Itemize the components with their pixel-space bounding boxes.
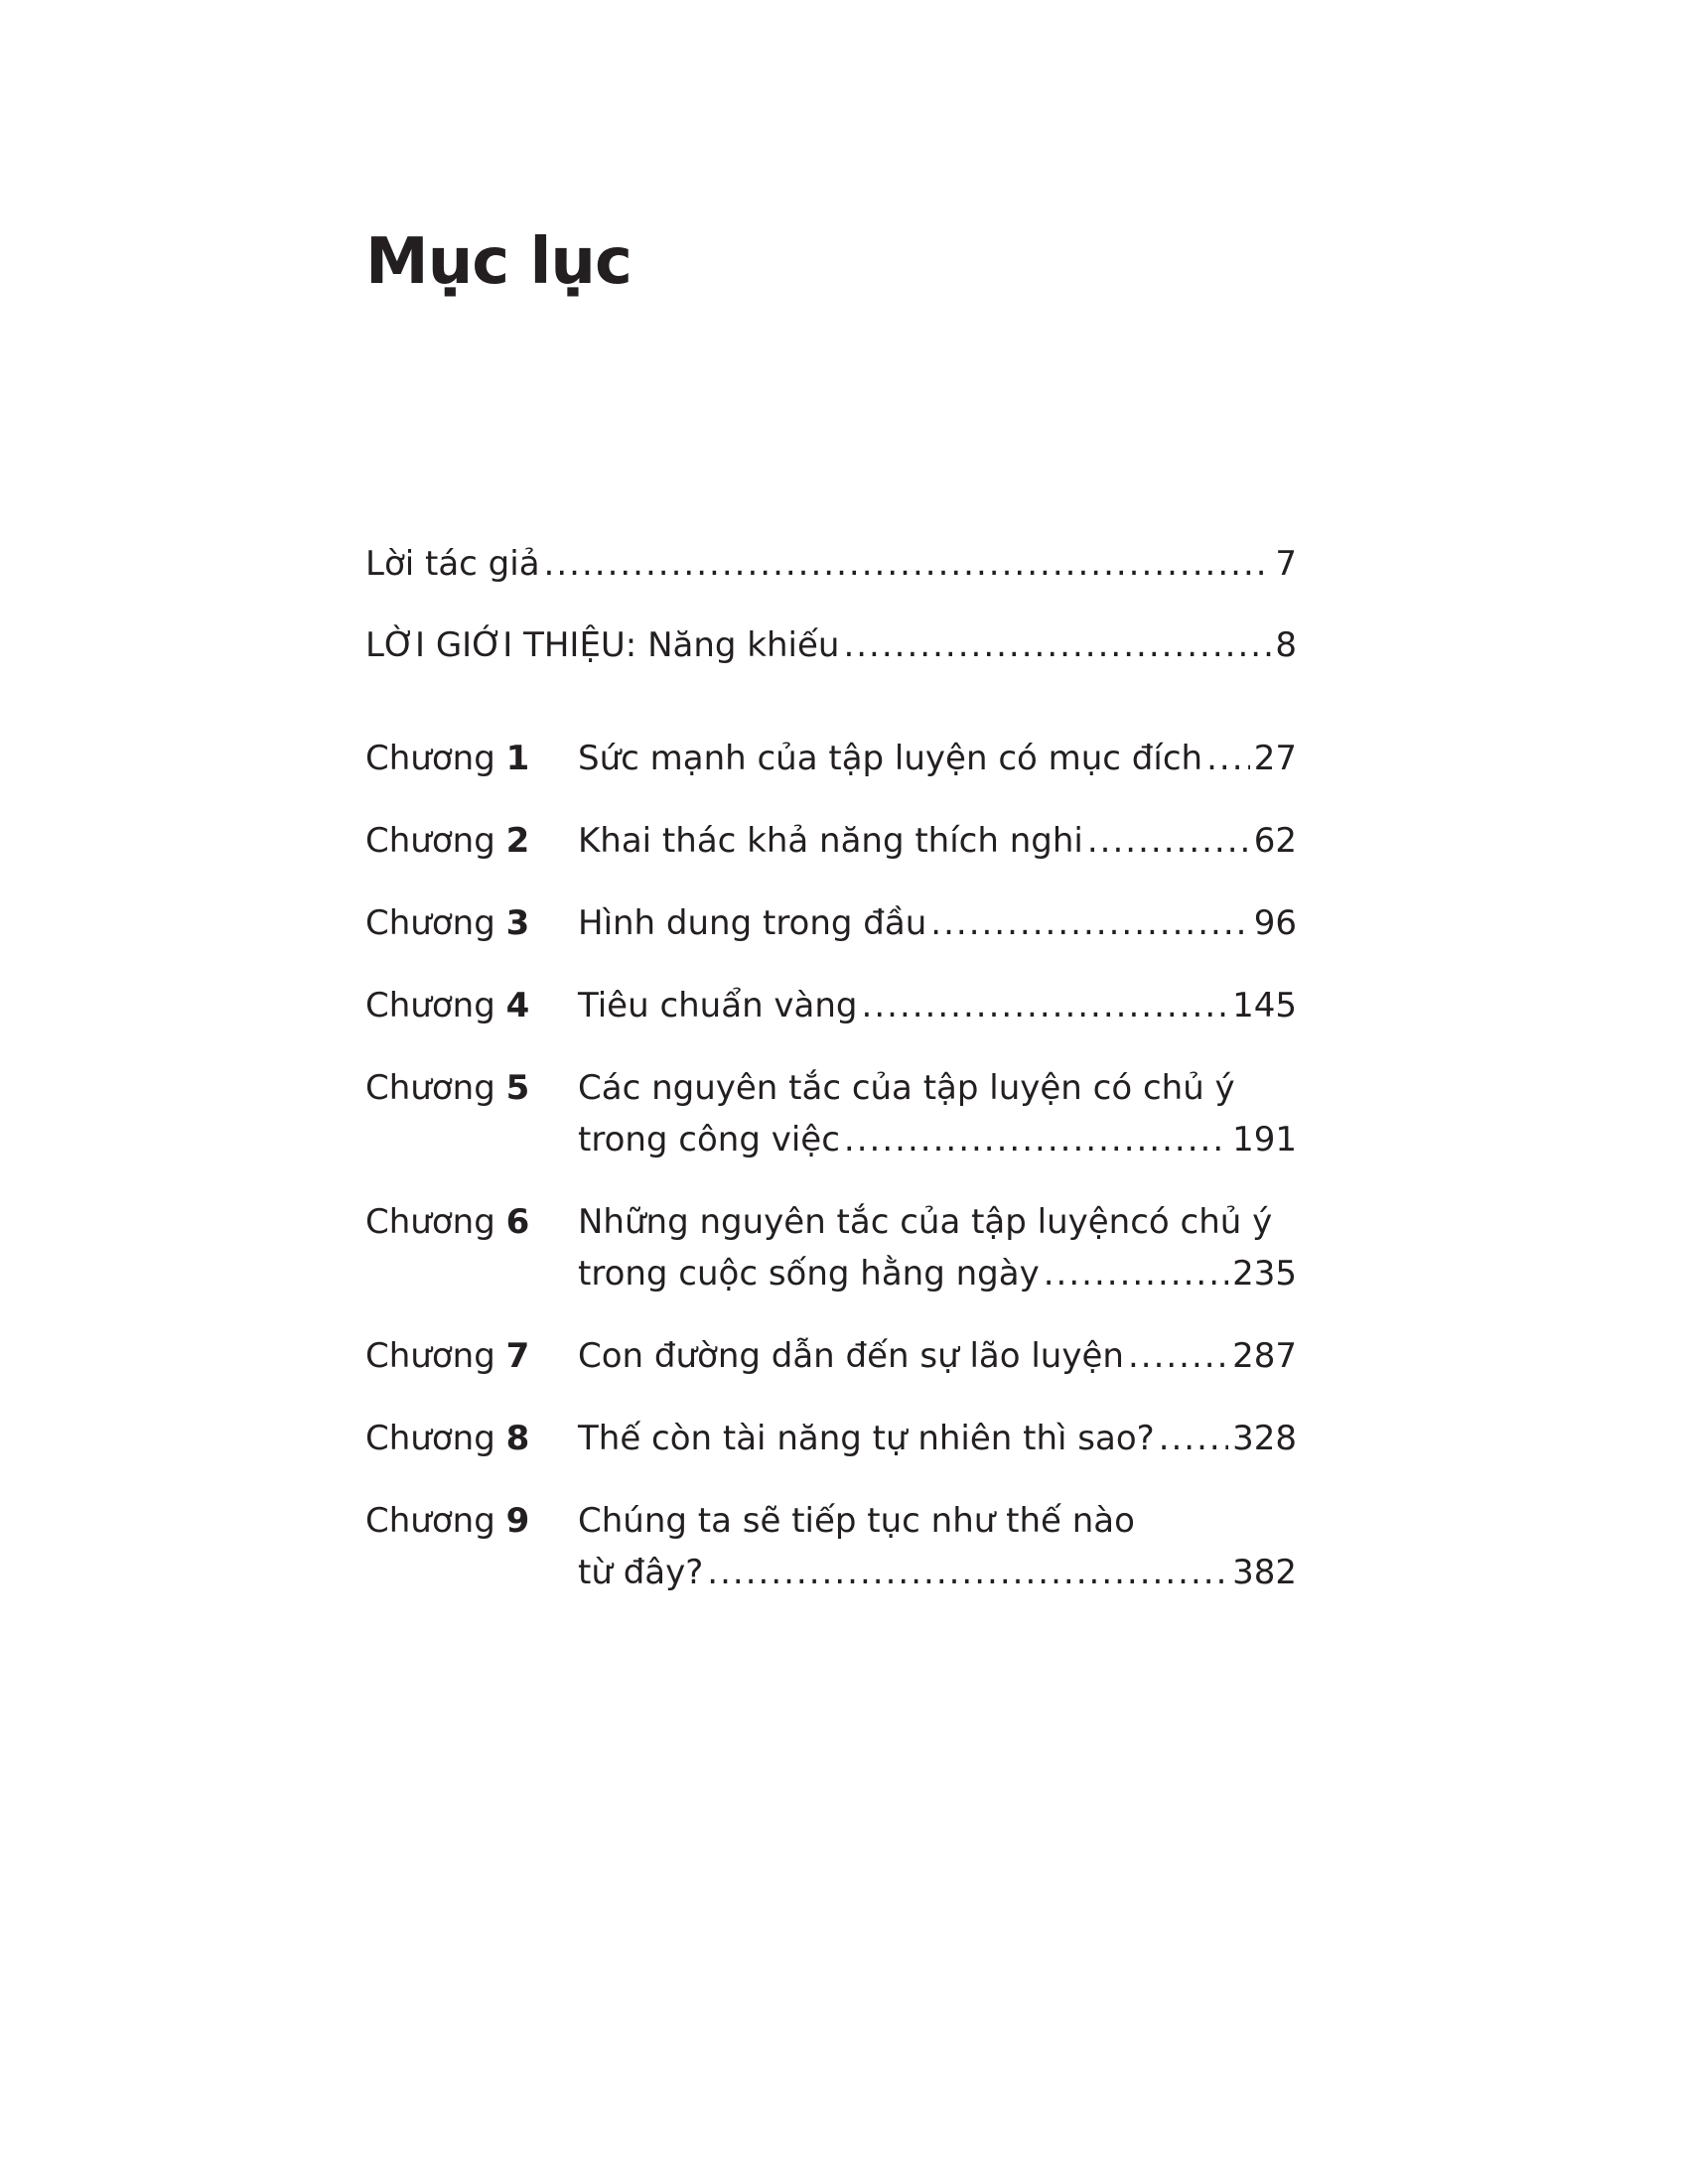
chapter-prefix: Chương (365, 1419, 495, 1458)
toc-page-number: 7 (1275, 544, 1297, 584)
chapter-prefix: Chương (365, 903, 495, 943)
chapter-label (365, 733, 576, 784)
dot-leader (1087, 815, 1250, 867)
chapter-title-line-2: từ đây? (578, 1553, 704, 1592)
chapter-title: Thế còn tài năng tự nhiên thì sao? (578, 1419, 1155, 1458)
toc-page-number: 235 (1232, 1254, 1297, 1294)
toc-entry-introduction[interactable] (365, 619, 1297, 671)
chapter-title-line-1: Các nguyên tắc của tập luyện có chủ ý (578, 1068, 1235, 1108)
chapter-title: Con đường dẫn đến sự lão luyện (578, 1336, 1124, 1376)
chapter-title: Hình dung trong đầu (578, 903, 927, 943)
chapter-title: Tiêu chuẩn vàng (578, 986, 858, 1025)
toc-page-number: 8 (1275, 625, 1297, 665)
chapter-number: 5 (505, 1068, 530, 1108)
chapter-label (365, 1495, 576, 1547)
chapter-number: 2 (505, 821, 530, 861)
chapter-title-line-2: trong cuộc sống hằng ngày (578, 1254, 1040, 1294)
toc-page-number: 27 (1253, 739, 1297, 778)
chapter-prefix: Chương (365, 1501, 495, 1541)
dot-leader (843, 619, 1271, 671)
chapter-number: 6 (505, 1202, 530, 1242)
chapter-prefix: Chương (365, 1202, 495, 1242)
dot-leader (1159, 1413, 1228, 1464)
chapter-number: 4 (505, 986, 530, 1025)
dot-leader (862, 980, 1229, 1031)
toc-page-number: 62 (1253, 821, 1297, 861)
dot-leader (1044, 1248, 1228, 1299)
chapter-label (365, 1330, 576, 1382)
chapter-number: 1 (505, 739, 530, 778)
chapter-title-line-1: Những nguyên tắc của tập luyệncó chủ ý (578, 1202, 1273, 1242)
chapter-number: 3 (505, 903, 530, 943)
chapter-prefix: Chương (365, 821, 495, 861)
chapter-label (365, 1196, 576, 1248)
chapter-number: 7 (505, 1336, 530, 1376)
toc-entry-title: LỜI GIỚI THIỆU: Năng khiếu (365, 625, 840, 665)
dot-leader (1206, 733, 1250, 784)
chapter-prefix: Chương (365, 1336, 495, 1376)
chapter-title-line-2: trong công việc (578, 1120, 840, 1160)
dot-leader (844, 1114, 1228, 1165)
chapter-title: Sức mạnh của tập luyện có mục đích (578, 739, 1203, 778)
chapter-title: Khai thác khả năng thích nghi (578, 821, 1083, 861)
toc-page-number: 287 (1232, 1336, 1297, 1376)
toc-page-number: 191 (1232, 1120, 1297, 1160)
toc-entry-title: Lời tác giả (365, 544, 540, 584)
chapter-prefix: Chương (365, 986, 495, 1025)
toc-page-number: 328 (1232, 1419, 1297, 1458)
chapter-title-line-1: Chúng ta sẽ tiếp tục như thế nào (578, 1501, 1135, 1541)
chapter-number: 8 (505, 1419, 530, 1458)
chapter-label (365, 1062, 576, 1114)
dot-leader (930, 897, 1249, 949)
page-title: Mục lục (365, 225, 632, 299)
toc-page-number: 96 (1253, 903, 1297, 943)
toc-page-number: 382 (1232, 1553, 1297, 1592)
toc-page-number: 145 (1232, 986, 1297, 1025)
chapter-prefix: Chương (365, 1068, 495, 1108)
dot-leader (544, 538, 1272, 590)
dot-leader (707, 1547, 1228, 1598)
chapter-label (365, 815, 576, 867)
chapter-number: 9 (505, 1501, 530, 1541)
toc-entry-author-note[interactable] (365, 538, 1297, 590)
chapter-label (365, 897, 576, 949)
chapter-prefix: Chương (365, 739, 495, 778)
chapter-label (365, 1413, 576, 1464)
dot-leader (1128, 1330, 1228, 1382)
chapter-label (365, 980, 576, 1031)
